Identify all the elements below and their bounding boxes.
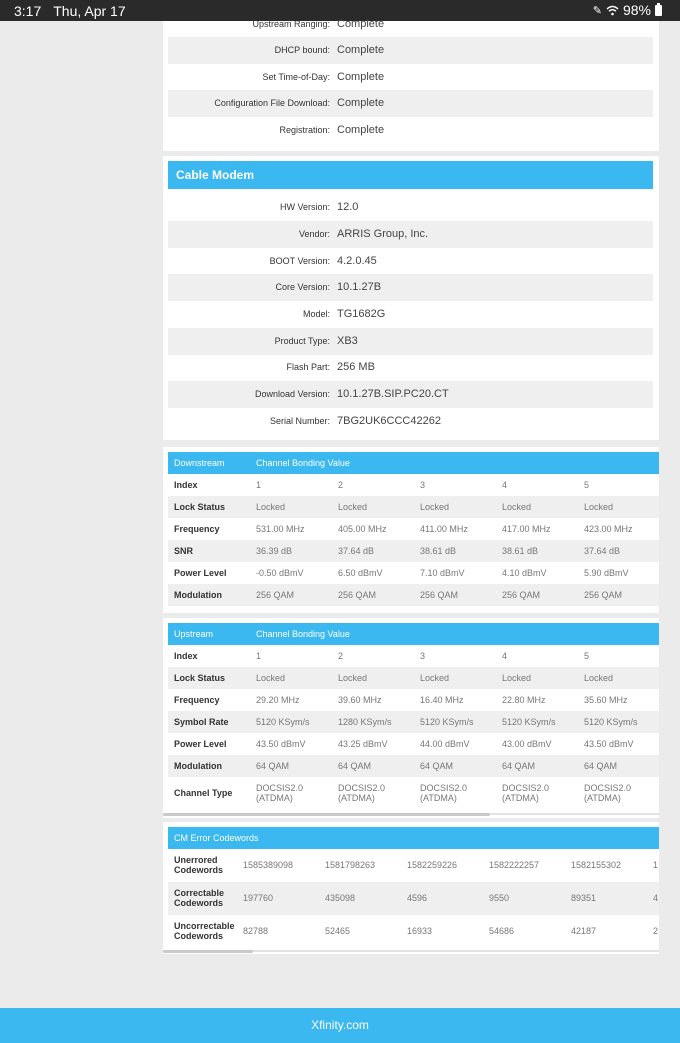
- table-cell: 5120 KSym/s: [420, 717, 474, 727]
- cell-line: (ATDMA): [256, 793, 293, 803]
- table-cell: 64 QAM: [502, 761, 536, 771]
- table-cell: 36.39 dB: [256, 546, 293, 556]
- horizontal-scrollbar[interactable]: [163, 950, 659, 952]
- table-cell: 4.10 dBmV: [502, 568, 547, 578]
- table-cell: 5120 KSym/s: [584, 717, 638, 727]
- table-row: [168, 496, 659, 518]
- cell-line: (ATDMA): [338, 793, 375, 803]
- table-cell: 531.00 MHz: [256, 524, 305, 534]
- kv-label: Upstream Ranging:: [252, 19, 330, 29]
- table-cell: 4: [502, 651, 508, 661]
- kv-value: Complete: [337, 97, 385, 109]
- kv-row-serial-number: [168, 408, 653, 435]
- kv-label: Download Version:: [254, 389, 330, 399]
- codewords-card[interactable]: [163, 822, 659, 954]
- table-cell: 4596: [407, 893, 428, 903]
- table-cell: Locked: [502, 673, 532, 683]
- row-label: Power Level: [174, 739, 227, 749]
- cell-line: DOCSIS2.0: [338, 783, 386, 793]
- table-cell: 64 QAM: [584, 761, 618, 771]
- table-cell: 4: [653, 893, 659, 903]
- cell-line: (ATDMA): [420, 793, 457, 803]
- table-cell: 38.61 dB: [502, 546, 539, 556]
- horizontal-scrollbar[interactable]: [163, 813, 659, 815]
- table-cell: 411.00 MHz: [420, 524, 468, 534]
- kv-row-registration: [168, 117, 653, 144]
- table-cell: 38.61 dB: [420, 546, 457, 556]
- table-cell: 423.00 MHz: [584, 524, 633, 534]
- kv-value: 7BG2UK6CCC42262: [337, 415, 441, 427]
- table-cell: Locked: [338, 673, 368, 683]
- kv-label: Set Time-of-Day:: [262, 72, 330, 82]
- kv-value: 12.0: [337, 201, 359, 213]
- table-cell: 256 QAM: [502, 590, 541, 600]
- table-cell: 7.10 dBmV: [420, 568, 465, 578]
- table-cell: 16.40 MHz: [420, 695, 464, 705]
- upstream-card[interactable]: [163, 618, 659, 818]
- table-cell: 1581798263: [325, 860, 376, 870]
- table-cell: 417.00 MHz: [502, 524, 551, 534]
- table-row: [168, 645, 659, 667]
- table-cell: Locked: [256, 673, 286, 683]
- table-cell: 22.80 MHz: [502, 695, 546, 705]
- table-cell: 64 QAM: [338, 761, 372, 771]
- table-cell: 42187: [571, 926, 597, 936]
- scrollbar-thumb[interactable]: [163, 813, 490, 816]
- row-label: Channel Type: [174, 788, 233, 798]
- table-cell: 1582259226: [407, 860, 458, 870]
- table-cell: 1280 KSym/s: [338, 717, 392, 727]
- kv-value: Complete: [337, 18, 385, 30]
- table-cell: [502, 783, 549, 803]
- row-label: [174, 921, 235, 941]
- table-row: [168, 667, 659, 689]
- initialization-card: [163, 18, 659, 151]
- label-line: Uncorrectable: [174, 921, 235, 931]
- kv-row-boot-version: [168, 248, 653, 275]
- table-cell: 37.64 dB: [584, 546, 621, 556]
- table-cell: [420, 783, 467, 803]
- table-cell: 5: [584, 480, 590, 490]
- table-header-cell: Upstream: [174, 629, 214, 639]
- label-line: Codewords: [174, 931, 224, 941]
- table-cell: 39.60 MHz: [338, 695, 382, 705]
- cell-line: (ATDMA): [584, 793, 621, 803]
- kv-value: Complete: [337, 124, 385, 136]
- table-header-cell: CM Error Codewords: [174, 833, 259, 843]
- row-label: Symbol Rate: [174, 717, 229, 727]
- battery-icon: [655, 5, 662, 16]
- table-cell: 43.00 dBmV: [502, 739, 552, 749]
- table-cell: 5120 KSym/s: [256, 717, 310, 727]
- table-row: [168, 689, 659, 711]
- table-cell: 4: [502, 480, 508, 490]
- kv-label: BOOT Version:: [269, 256, 330, 266]
- table-row: [168, 584, 659, 606]
- table-cell: 43.50 dBmV: [256, 739, 306, 749]
- table-cell: 37.64 dB: [338, 546, 375, 556]
- table-cell: 1582155302: [571, 860, 622, 870]
- scrollbar-thumb[interactable]: [163, 950, 253, 953]
- table-cell: 16933: [407, 926, 433, 936]
- table-cell: [256, 783, 303, 803]
- pen-icon: ✎: [592, 4, 602, 17]
- table-cell: 9550: [489, 893, 510, 903]
- kv-value: 256 MB: [337, 361, 375, 373]
- table-row: [168, 562, 659, 584]
- table-cell: [338, 783, 385, 803]
- downstream-header-row: [168, 452, 659, 474]
- table-cell: 2: [338, 480, 344, 490]
- table-cell: 256 QAM: [256, 590, 295, 600]
- table-row: [168, 915, 659, 948]
- table-cell: 5: [584, 651, 590, 661]
- table-cell: 6.50 dBmV: [338, 568, 383, 578]
- row-label: Frequency: [174, 695, 220, 705]
- table-header-cell: Channel Bonding Value: [256, 458, 350, 468]
- table-cell: 256 QAM: [584, 590, 623, 600]
- table-cell: 3: [420, 480, 426, 490]
- kv-row-core-version: [168, 274, 653, 301]
- kv-row-hw-version: [168, 194, 653, 221]
- status-time: 3:17: [14, 2, 42, 19]
- table-cell: 197760: [243, 893, 274, 903]
- table-cell: 256 QAM: [338, 590, 377, 600]
- table-header-cell: Downstream: [174, 458, 225, 468]
- kv-row-download-version: [168, 381, 653, 408]
- footer-link[interactable]: Xfinity.com: [311, 1018, 369, 1032]
- kv-value: Complete: [337, 44, 385, 56]
- table-row: [168, 518, 659, 540]
- kv-row-set-time-of-day: [168, 64, 653, 91]
- kv-label: Registration:: [279, 125, 330, 135]
- row-label: Lock Status: [174, 673, 226, 683]
- table-cell: 405.00 MHz: [338, 524, 387, 534]
- table-cell: 2: [338, 651, 344, 661]
- row-label: Index: [174, 651, 198, 661]
- table-cell: 435098: [325, 893, 356, 903]
- table-cell: 35.60 MHz: [584, 695, 628, 705]
- row-label: Frequency: [174, 524, 220, 534]
- table-cell: 1: [256, 651, 262, 661]
- table-cell: -0.50 dBmV: [256, 568, 304, 578]
- table-cell: 89351: [571, 893, 597, 903]
- label-line: Codewords: [174, 898, 224, 908]
- kv-value: XB3: [337, 335, 358, 347]
- kv-row-vendor: [168, 221, 653, 248]
- label-line: Correctable: [174, 888, 225, 898]
- table-cell: 5120 KSym/s: [502, 717, 556, 727]
- table-cell: Locked: [584, 673, 614, 683]
- table-cell: 1585389098: [243, 860, 294, 870]
- label-line: Unerrored: [174, 855, 218, 865]
- kv-row-config-file-download: [168, 90, 653, 117]
- table-cell: Locked: [420, 502, 450, 512]
- table-cell: 1582222257: [489, 860, 540, 870]
- cable-modem-header: Cable Modem: [168, 161, 653, 189]
- table-row: [168, 755, 659, 777]
- table-cell: 52465: [325, 926, 351, 936]
- table-cell: Locked: [502, 502, 532, 512]
- kv-row-flash-part: [168, 354, 653, 381]
- table-cell: Locked: [338, 502, 368, 512]
- cell-line: DOCSIS2.0: [584, 783, 632, 793]
- table-row: [168, 733, 659, 755]
- table-cell: 1: [653, 860, 659, 870]
- table-row: [168, 882, 659, 915]
- kv-label: Configuration File Download:: [214, 98, 330, 108]
- table-cell: [584, 783, 631, 803]
- codewords-header-row: [168, 827, 659, 849]
- table-cell: 29.20 MHz: [256, 695, 300, 705]
- status-date: Thu, Apr 17: [53, 2, 126, 19]
- kv-row-dhcp-bound: [168, 37, 653, 64]
- kv-label: Product Type:: [274, 336, 330, 346]
- kv-row-upstream-ranging: [168, 11, 653, 38]
- table-header-cell: Channel Bonding Value: [256, 629, 350, 639]
- kv-row-product-type: [168, 328, 653, 355]
- table-cell: 256 QAM: [420, 590, 459, 600]
- table-cell: 54686: [489, 926, 515, 936]
- cell-line: DOCSIS2.0: [256, 783, 304, 793]
- upstream-header-row: [168, 623, 659, 645]
- table-cell: 1: [256, 480, 262, 490]
- table-cell: 2: [653, 926, 659, 936]
- table-cell: Locked: [256, 502, 286, 512]
- table-row: [168, 540, 659, 562]
- row-label: SNR: [174, 546, 194, 556]
- table-row: [168, 849, 659, 882]
- table-cell: Locked: [420, 673, 450, 683]
- row-label: Power Level: [174, 568, 227, 578]
- kv-label: Core Version:: [275, 282, 330, 292]
- table-row: [168, 711, 659, 733]
- table-row: [168, 777, 659, 809]
- cell-line: (ATDMA): [502, 793, 539, 803]
- table-cell: 43.50 dBmV: [584, 739, 634, 749]
- kv-label: HW Version:: [279, 202, 330, 212]
- table-cell: Locked: [584, 502, 614, 512]
- kv-value: 10.1.27B.SIP.PC20.CT: [337, 388, 449, 400]
- row-label: Modulation: [174, 590, 222, 600]
- table-cell: 64 QAM: [256, 761, 290, 771]
- kv-value: 4.2.0.45: [337, 255, 377, 267]
- row-label: Index: [174, 480, 198, 490]
- row-label: [174, 855, 223, 875]
- table-cell: 43.25 dBmV: [338, 739, 388, 749]
- kv-label: Vendor:: [298, 229, 330, 239]
- kv-value: ARRIS Group, Inc.: [337, 228, 429, 240]
- kv-value: 10.1.27B: [337, 281, 382, 293]
- downstream-card[interactable]: [163, 447, 659, 613]
- row-label: [174, 888, 224, 908]
- row-label: Modulation: [174, 761, 222, 771]
- kv-label: Flash Part:: [286, 362, 330, 372]
- row-label: Lock Status: [174, 502, 226, 512]
- table-cell: 44.00 dBmV: [420, 739, 470, 749]
- kv-label: Serial Number:: [269, 416, 330, 426]
- table-cell: 3: [420, 651, 426, 661]
- cell-line: DOCSIS2.0: [502, 783, 550, 793]
- kv-value: Complete: [337, 71, 385, 83]
- table-cell: 64 QAM: [420, 761, 454, 771]
- table-cell: 5.90 dBmV: [584, 568, 629, 578]
- kv-label: Model:: [302, 309, 330, 319]
- table-row: [168, 474, 659, 496]
- label-line: Codewords: [174, 865, 224, 875]
- table-cell: 82788: [243, 926, 269, 936]
- footer: [0, 1008, 680, 1043]
- kv-label: DHCP bound:: [274, 45, 330, 55]
- cable-modem-card: [163, 156, 659, 440]
- kv-row-model: [168, 301, 653, 328]
- battery-level: 98%: [622, 2, 651, 18]
- kv-value: TG1682G: [337, 308, 386, 320]
- cell-line: DOCSIS2.0: [420, 783, 468, 793]
